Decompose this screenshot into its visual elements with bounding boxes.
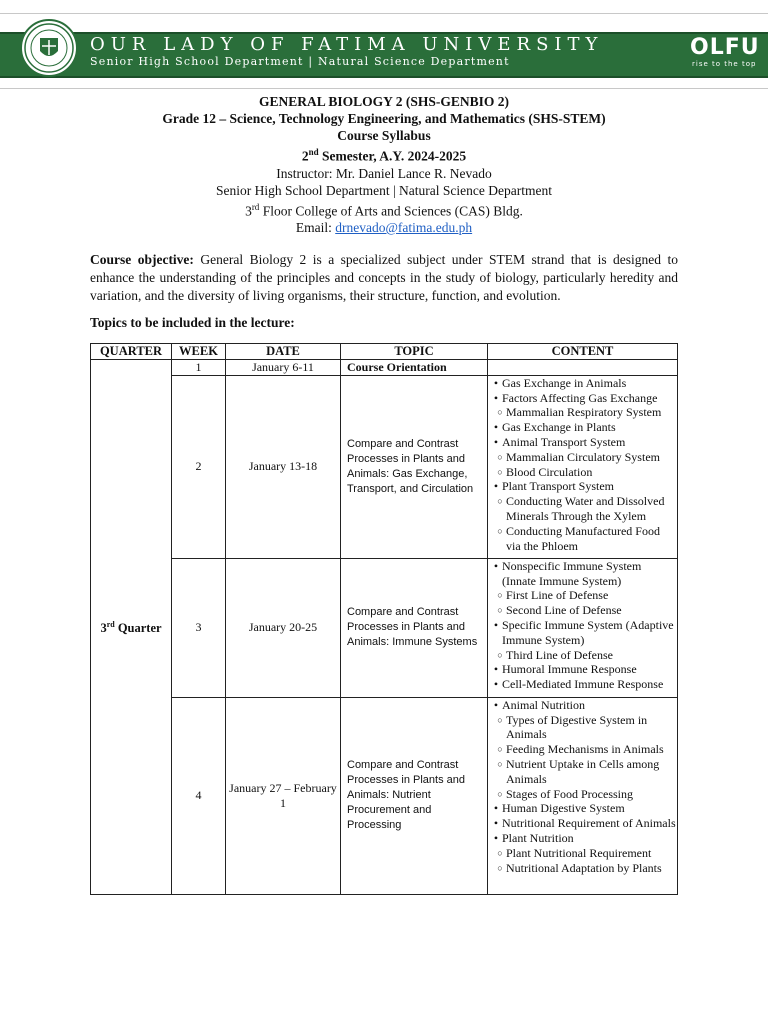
content-item-text: Plant Nutrition bbox=[502, 830, 574, 845]
table-row bbox=[91, 558, 678, 697]
content-item-text: Mammalian Circulatory System bbox=[506, 449, 660, 464]
content-item-text: Animal Nutrition bbox=[502, 697, 585, 712]
circle-bullet-icon: ○ bbox=[497, 744, 503, 755]
document-type: Course Syllabus bbox=[337, 128, 431, 143]
topics-heading: Topics to be included in the lecture: bbox=[90, 315, 295, 330]
content-item bbox=[488, 391, 677, 406]
content-item bbox=[488, 801, 677, 816]
date-cell: January 20-25 bbox=[226, 558, 341, 697]
content-item-text: Third Line of Defense bbox=[506, 647, 613, 662]
content-item bbox=[488, 435, 677, 450]
bullet-icon: • bbox=[493, 390, 499, 405]
bullet-icon: • bbox=[493, 617, 499, 632]
content-item-text: Gas Exchange in Animals bbox=[502, 375, 627, 390]
table-row bbox=[91, 360, 678, 376]
content-item bbox=[488, 524, 677, 554]
content-item bbox=[488, 757, 677, 787]
content-item bbox=[488, 618, 677, 648]
top-divider bbox=[0, 13, 768, 14]
bullet-icon: • bbox=[493, 830, 499, 845]
building-line: 3rd Floor College of Arts and Sciences (CAS) Bldg. bbox=[245, 201, 523, 218]
logo-tagline: rise to the top bbox=[692, 60, 757, 68]
bullet-icon: • bbox=[493, 816, 499, 831]
header-topic: TOPIC bbox=[341, 344, 488, 360]
content-item-text: Second Line of Defense bbox=[506, 603, 622, 618]
content-item bbox=[488, 677, 677, 692]
bullet-icon: • bbox=[493, 677, 499, 692]
olfu-logo: OLFU bbox=[690, 35, 760, 60]
content-item bbox=[488, 405, 677, 420]
circle-bullet-icon: ○ bbox=[497, 466, 503, 477]
content-item bbox=[488, 465, 677, 480]
bullet-icon: • bbox=[493, 420, 499, 435]
banner-department-line: Senior High School Department | Natural Science Department bbox=[90, 55, 510, 68]
content-item bbox=[488, 831, 677, 846]
table-row bbox=[91, 697, 678, 894]
content-item-text: Types of Digestive System in Animals bbox=[506, 712, 648, 742]
date-cell: January 6-11 bbox=[226, 360, 341, 376]
circle-bullet-icon: ○ bbox=[497, 525, 503, 536]
objective-label: Course objective: bbox=[90, 252, 194, 267]
email-line: Email: drnevado@fatima.edu.ph bbox=[295, 220, 473, 235]
topic-cell: Compare and Contrast Processes in Plants and Animals: Gas Exchange, Transport, and Circulation bbox=[341, 375, 488, 558]
content-item bbox=[488, 420, 677, 435]
content-item-text: Nutritional Adaptation by Plants bbox=[506, 860, 662, 875]
content-cell bbox=[488, 558, 678, 697]
topic-cell: Compare and Contrast Processes in Plants and Animals: Nutrient Procurement and Processing bbox=[341, 697, 488, 894]
content-item-text: First Line of Defense bbox=[506, 588, 609, 603]
email-link[interactable]: drnevado@fatima.edu.ph bbox=[335, 220, 473, 235]
content-item-text: Specific Immune System (Adaptive Immune System) bbox=[502, 617, 674, 647]
content-item-text: Plant Transport System bbox=[502, 479, 615, 494]
content-item bbox=[488, 376, 677, 391]
content-item bbox=[488, 861, 677, 876]
week-cell: 4 bbox=[172, 697, 226, 894]
topic-cell: Course Orientation bbox=[341, 360, 488, 376]
content-cell bbox=[488, 375, 678, 558]
circle-bullet-icon: ○ bbox=[497, 788, 503, 799]
instructor-line: Instructor: Mr. Daniel Lance R. Nevado bbox=[276, 165, 492, 181]
university-name: OUR LADY OF FATIMA UNIVERSITY bbox=[90, 34, 604, 55]
content-item bbox=[488, 713, 677, 743]
table-row bbox=[91, 375, 678, 558]
content-item-text: Plant Nutritional Requirement bbox=[506, 845, 652, 860]
week-cell: 3 bbox=[172, 558, 226, 697]
content-item-text: Mammalian Respiratory System bbox=[506, 405, 662, 420]
topics-table bbox=[90, 343, 678, 895]
bullet-icon: • bbox=[493, 434, 499, 449]
content-item-text: Cell-Mediated Immune Response bbox=[502, 677, 664, 692]
circle-bullet-icon: ○ bbox=[497, 862, 503, 873]
content-item bbox=[488, 648, 677, 663]
content-item bbox=[488, 698, 677, 713]
week-cell: 2 bbox=[172, 375, 226, 558]
circle-bullet-icon: ○ bbox=[497, 496, 503, 507]
course-title: GENERAL BIOLOGY 2 (SHS-GENBIO 2) bbox=[258, 94, 510, 109]
date-cell: January 13-18 bbox=[226, 375, 341, 558]
content-item bbox=[488, 559, 677, 589]
bullet-icon: • bbox=[493, 558, 499, 573]
circle-bullet-icon: ○ bbox=[497, 847, 503, 858]
content-item bbox=[488, 588, 677, 603]
content-item-text: Animal Transport System bbox=[502, 434, 626, 449]
university-seal-icon bbox=[20, 19, 78, 77]
grade-line: Grade 12 – Science, Technology Engineering, and Mathematics (SHS-STEM) bbox=[162, 111, 606, 126]
header-divider bbox=[0, 88, 768, 89]
objective-text: General Biology 2 is a specialized subject under STEM strand that is designed to enhance the understanding of the principles and concepts in the study of biology, particularly heredity and variation, and the diversity of living organisms, their structure, function, and evolution. bbox=[90, 252, 679, 303]
date-cell: January 27 – February 1 bbox=[226, 697, 341, 894]
quarter-cell: 3rd Quarter bbox=[91, 360, 172, 895]
circle-bullet-icon: ○ bbox=[497, 649, 503, 660]
semester-line: 2nd Semester, A.Y. 2024-2025 bbox=[301, 147, 467, 164]
content-item-text: Blood Circulation bbox=[506, 464, 593, 479]
circle-bullet-icon: ○ bbox=[497, 714, 503, 725]
content-item bbox=[488, 846, 677, 861]
table-header-row bbox=[91, 344, 678, 360]
content-item-text: Nonspecific Immune System (Innate Immune System) bbox=[502, 558, 642, 588]
content-item bbox=[488, 494, 677, 524]
content-item-text: Conducting Manufactured Food via the Phloem bbox=[506, 523, 660, 553]
circle-bullet-icon: ○ bbox=[497, 407, 503, 418]
bullet-icon: • bbox=[493, 662, 499, 677]
bullet-icon: • bbox=[493, 697, 499, 712]
content-item-text: Nutritional Requirement of Animals bbox=[502, 816, 676, 831]
content-item bbox=[488, 742, 677, 757]
circle-bullet-icon: ○ bbox=[497, 451, 503, 462]
topic-cell: Compare and Contrast Processes in Plants and Animals: Immune Systems bbox=[341, 558, 488, 697]
content-item-text: Humoral Immune Response bbox=[502, 662, 637, 677]
content-cell bbox=[488, 360, 678, 376]
content-item bbox=[488, 603, 677, 618]
content-item-text: Nutrient Uptake in Cells among Animals bbox=[506, 756, 660, 786]
content-item-text: Gas Exchange in Plants bbox=[502, 420, 616, 435]
course-objective bbox=[90, 251, 678, 305]
syllabus-header bbox=[0, 93, 768, 236]
content-cell bbox=[488, 697, 678, 894]
bullet-icon: • bbox=[493, 479, 499, 494]
content-item-text: Stages of Food Processing bbox=[506, 786, 633, 801]
bullet-icon: • bbox=[493, 375, 499, 390]
circle-bullet-icon: ○ bbox=[497, 758, 503, 769]
header-content: CONTENT bbox=[488, 344, 678, 360]
content-item-text: Human Digestive System bbox=[502, 801, 625, 816]
content-item bbox=[488, 787, 677, 802]
content-item bbox=[488, 479, 677, 494]
bullet-icon: • bbox=[493, 801, 499, 816]
content-item-text: Feeding Mechanisms in Animals bbox=[506, 742, 664, 757]
content-item-text: Factors Affecting Gas Exchange bbox=[502, 390, 658, 405]
content-item bbox=[488, 450, 677, 465]
week-cell: 1 bbox=[172, 360, 226, 376]
header-date: DATE bbox=[226, 344, 341, 360]
circle-bullet-icon: ○ bbox=[497, 590, 503, 601]
content-item bbox=[488, 662, 677, 677]
content-item bbox=[488, 816, 677, 831]
department-line: Senior High School Department | Natural Science Department bbox=[216, 182, 552, 198]
circle-bullet-icon: ○ bbox=[497, 605, 503, 616]
content-item-text: Conducting Water and Dissolved Minerals Through the Xylem bbox=[506, 494, 665, 523]
header-quarter: QUARTER bbox=[91, 344, 172, 360]
header-week: WEEK bbox=[172, 344, 226, 360]
